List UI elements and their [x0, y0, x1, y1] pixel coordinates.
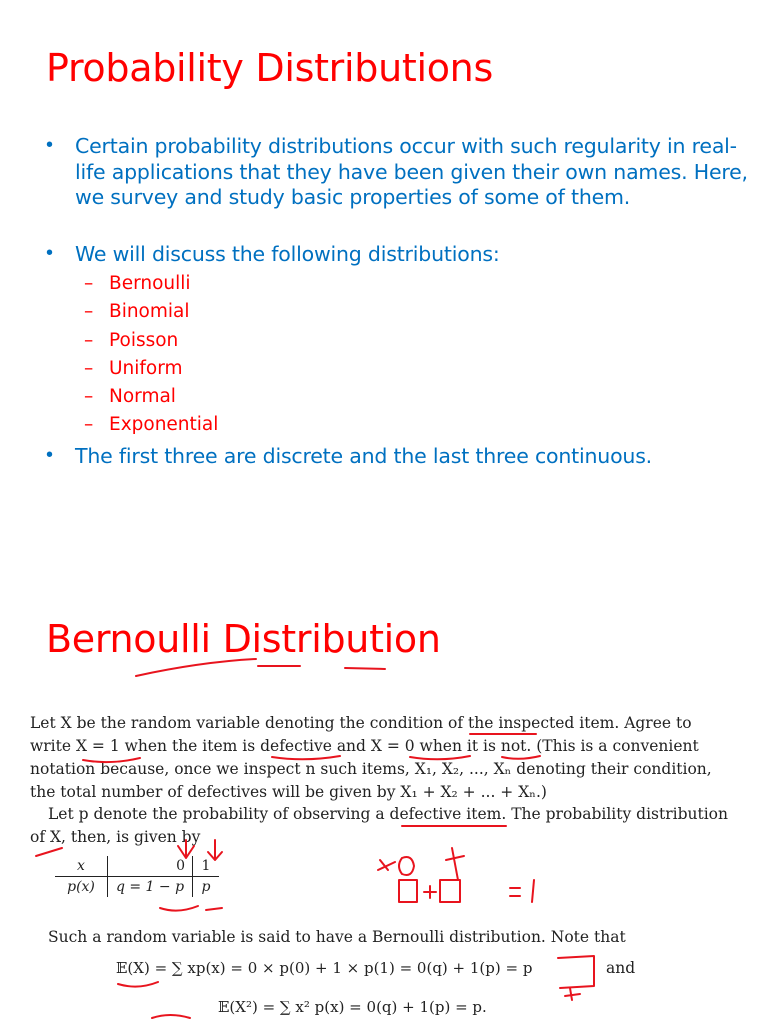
ink-plus — [424, 886, 436, 898]
paragraph-line: write X = 1 when the item is defective and X = 0 when it is not. (This is a convenient — [30, 737, 699, 755]
ink-note-arrow-zero — [378, 857, 414, 875]
paragraph-line: Let p denote the probability of observing a defective item. The probability distribution — [48, 805, 728, 823]
paragraph-line: Such a random variable is said to have a Bernoulli distribution. Note that — [48, 928, 626, 946]
equation-second-moment: 𝔼(X²) = ∑ x² p(x) = 0(q) + 1(p) = p. — [218, 998, 487, 1016]
ink-underline — [345, 668, 385, 669]
equation-and: and — [606, 959, 636, 977]
paragraph-line: Let X be the random variable denoting the condition of the inspected item. Agree to — [30, 714, 692, 732]
ink-underline — [160, 906, 198, 911]
ink-box — [399, 880, 417, 902]
sub-item-poisson: – Poisson — [84, 330, 179, 351]
ink-underline — [136, 659, 256, 676]
equation-expectation: 𝔼(X) = ∑ xp(x) = 0 × p(0) + 1 × p(1) = 0(q) + 1(p) = p — [116, 959, 533, 977]
bullet-dot: • — [46, 444, 54, 466]
bullet-text: We will discuss the following distributions: — [75, 242, 500, 266]
table-cell: 1 — [201, 858, 211, 874]
ink-box — [558, 956, 594, 1000]
arrow-down-icon — [178, 840, 194, 858]
table-header-px: p(x) — [55, 877, 108, 898]
ink-box — [440, 880, 460, 902]
table-header-x: x — [55, 856, 108, 877]
ink-underline — [152, 1015, 190, 1018]
bullet-text: The first three are discrete and the last three continuous. — [75, 444, 652, 468]
bullet-dot: • — [46, 242, 54, 264]
ink-underline — [410, 756, 470, 759]
ink-underline — [272, 756, 340, 759]
table-cell: q = 1 − p — [108, 877, 193, 898]
sub-item-exponential: – Exponential — [84, 414, 219, 435]
ink-tick — [36, 848, 62, 856]
ink-underline — [118, 982, 158, 987]
slide-title-bernoulli-distribution: Bernoulli Distribution — [46, 617, 441, 661]
sub-item-uniform: – Uniform — [84, 358, 183, 379]
sub-item-binomial: – Binomial — [84, 301, 190, 322]
ink-underline — [83, 758, 140, 762]
paragraph-line: notation because, once we inspect n such items, X₁, X₂, ..., Xₙ denoting their condition, — [30, 760, 712, 778]
arrow-down-icon — [208, 840, 222, 860]
sub-item-normal: – Normal — [84, 386, 176, 407]
paragraph-line: of X, then, is given by — [30, 828, 201, 846]
sub-item-bernoulli: – Bernoulli — [84, 273, 191, 294]
ink-underline — [502, 756, 540, 759]
ink-underline — [206, 908, 222, 910]
bullet-dot: • — [46, 134, 54, 156]
ink-equals-one — [510, 880, 534, 902]
slide-title-probability-distributions: Probability Distributions — [46, 46, 493, 90]
bullet-text: Certain probability distributions occur with such regularity in real-life applications that they have been given their own names. Here, we survey and study basic properties of some of them. — [75, 134, 748, 209]
ink-note-one — [446, 848, 464, 880]
paragraph-line: the total number of defectives will be given by X₁ + X₂ + ... + Xₙ.) — [30, 783, 547, 801]
table-cell: 0 — [108, 856, 193, 877]
table-cell: p — [201, 879, 211, 895]
